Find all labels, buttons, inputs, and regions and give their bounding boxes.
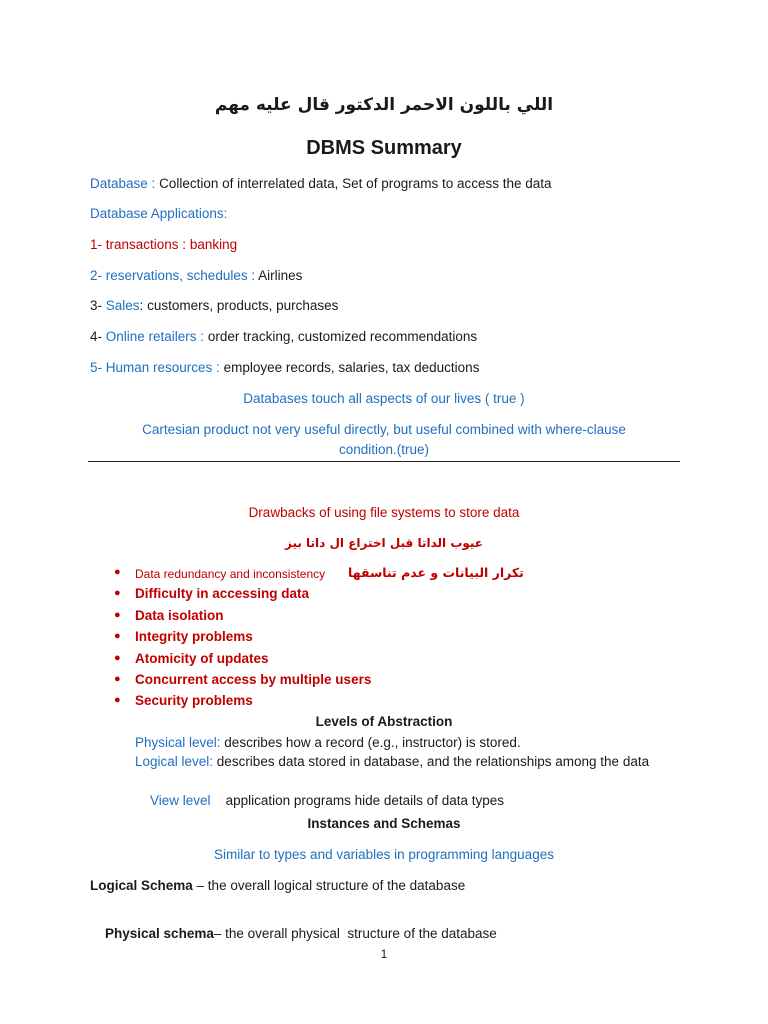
bullet-icon: ●: [114, 652, 121, 664]
level-text: application programs hide details of data types: [210, 793, 504, 808]
level-label: Logical level:: [135, 754, 214, 769]
application-item-4: [90, 328, 477, 346]
database-text: Collection of interrelated data, Set of programs to access the data: [159, 176, 552, 191]
app-num: 4-: [90, 329, 106, 344]
bullet-icon: ●: [114, 630, 121, 642]
bullet-icon: ●: [114, 673, 121, 685]
section-divider: [88, 461, 680, 462]
application-item-3: [90, 297, 338, 315]
app-num: 2-: [90, 268, 106, 283]
bullet-icon: ●: [114, 609, 121, 621]
abstraction-physical: [135, 734, 521, 752]
drawback-item-4: Integrity problems: [135, 629, 253, 644]
bullet-icon: ●: [114, 587, 121, 599]
schemas-heading: Instances and Schemas: [307, 816, 461, 831]
drawbacks-heading-arabic: عيوب الداتا قبل اختراع ال داتا بيز: [285, 536, 483, 550]
schema-label: Logical Schema: [90, 878, 193, 893]
app-label: Sales: [105, 298, 140, 313]
app-value: employee records, salaries, tax deductions: [223, 360, 480, 375]
drawback-item-2: Difficulty in accessing data: [135, 586, 310, 601]
app-num: 1-: [90, 237, 106, 252]
application-item-2: [90, 267, 302, 285]
drawback-item-6: Concurrent access by multiple users: [135, 672, 372, 687]
level-text: describes how a record (e.g., instructor) is stored.: [220, 735, 521, 750]
app-value: customers, products, purchases: [147, 298, 339, 313]
app-value: order tracking, customized recommendations: [207, 329, 478, 344]
drawback-item-3: Data isolation: [135, 608, 224, 623]
arabic-note-title: اللي باللون الاحمر الدكتور قال عليه مهم: [214, 95, 554, 115]
application-item-5: [90, 359, 479, 377]
level-label: View level: [150, 793, 211, 808]
app-label: transactions :: [105, 237, 190, 252]
app-value: Airlines: [258, 268, 303, 283]
database-term: Database: [90, 176, 148, 191]
drawback-item-5: Atomicity of updates: [135, 651, 269, 666]
note-touch-lives: Databases touch all aspects of our lives ( true ): [243, 391, 525, 406]
abstraction-heading: Levels of Abstraction: [315, 714, 453, 729]
schemas-similar: Similar to types and variables in programming languages: [214, 847, 554, 862]
app-label: Human resources :: [105, 360, 224, 375]
note-cartesian-line1: Cartesian product not very useful directly, but useful combined with where-clause: [142, 422, 626, 437]
database-sep: :: [147, 176, 160, 191]
schema-text: – the overall physical structure of the database: [213, 926, 497, 941]
app-sep: :: [139, 298, 148, 313]
drawback-item-1-arabic: تكرار البيانات و عدم تناسقها: [348, 565, 524, 580]
app-label: Online retailers :: [105, 329, 208, 344]
drawback-text: Data redundancy and inconsistency: [135, 567, 326, 581]
applications-heading: Database Applications:: [90, 206, 228, 221]
level-label: Physical level:: [135, 735, 221, 750]
database-definition: [90, 175, 552, 193]
level-text: describes data stored in database, and the relationships among the data: [213, 754, 650, 769]
app-num: 3-: [90, 298, 106, 313]
logical-schema: [90, 877, 465, 895]
drawback-item-1: [135, 565, 325, 583]
page-number: 1: [380, 947, 388, 961]
app-value: banking: [189, 237, 238, 252]
abstraction-logical: [135, 753, 649, 771]
page-title: DBMS Summary: [306, 137, 462, 159]
note-cartesian-line2: condition.(true): [338, 442, 430, 457]
schema-text: – the overall logical structure of the database: [192, 878, 466, 893]
bullet-icon: ●: [114, 566, 121, 578]
application-item-1: [90, 236, 237, 254]
bullet-icon: ●: [114, 694, 121, 706]
app-label: reservations, schedules :: [105, 268, 259, 283]
schema-label: Physical schema: [105, 926, 214, 941]
app-num: 5-: [90, 360, 106, 375]
drawbacks-heading: Drawbacks of using file systems to store data: [248, 505, 520, 520]
drawback-item-7: Security problems: [135, 693, 253, 708]
